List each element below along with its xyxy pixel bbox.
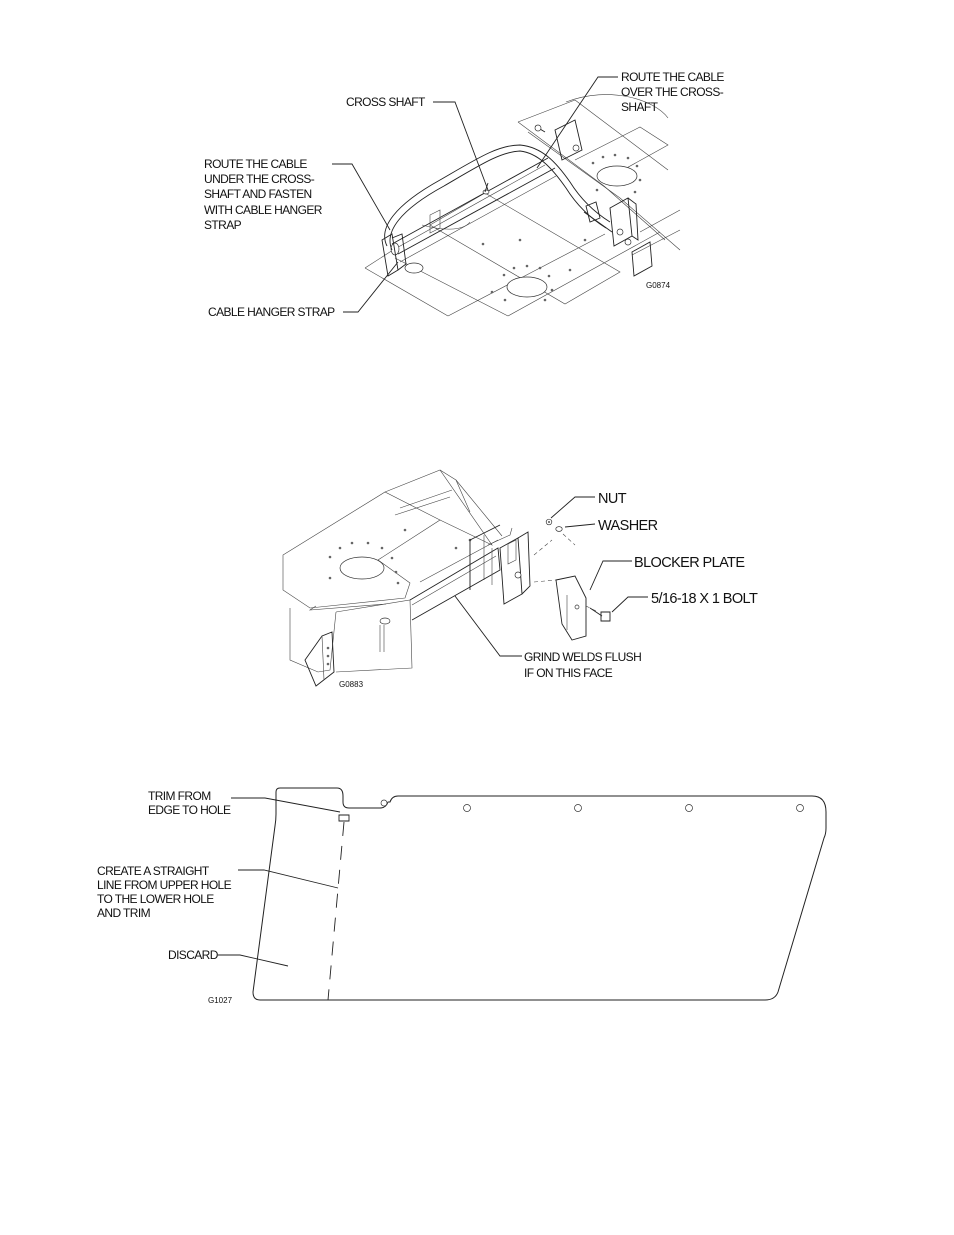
mower-frame-drawing — [365, 95, 680, 316]
figure-code-g1027: G1027 — [208, 996, 233, 1005]
leader-bolt — [612, 597, 648, 612]
leader-over-cross-shaft — [537, 77, 618, 168]
label-under-line-3: SHAFT AND FASTEN — [204, 187, 312, 201]
label-under-line-2: UNDER THE CROSS- — [204, 172, 315, 186]
leader-cable-hanger-strap — [343, 262, 398, 312]
figure-code-g0883: G0883 — [339, 680, 364, 689]
panel-hole — [797, 805, 804, 812]
label-over-line-3: SHAFT — [621, 100, 658, 114]
leader-nut — [551, 497, 595, 518]
leader-under-cross-shaft — [332, 164, 390, 230]
figure-code-g0874: G0874 — [646, 281, 671, 290]
label-under-line-4: WITH CABLE HANGER — [204, 203, 322, 217]
panel-hole — [575, 805, 582, 812]
label-create-line-1: CREATE A STRAIGHT — [97, 864, 209, 878]
panel-hole — [686, 805, 693, 812]
label-trim-line-2: EDGE TO HOLE — [148, 803, 231, 817]
label-bolt: 5/16-18 X 1 BOLT — [651, 591, 758, 607]
label-create-line-3: TO THE LOWER HOLE — [97, 892, 214, 906]
figure-cable-routing — [204, 70, 724, 319]
label-washer: WASHER — [598, 518, 658, 534]
label-cross-shaft: CROSS SHAFT — [346, 95, 425, 109]
label-blocker-plate: BLOCKER PLATE — [634, 555, 745, 571]
leader-grind-welds — [455, 596, 522, 656]
label-create-line-2: LINE FROM UPPER HOLE — [97, 878, 232, 892]
figure-blocker-plate — [283, 470, 758, 689]
panel-hole — [464, 805, 471, 812]
label-over-line-2: OVER THE CROSS- — [621, 85, 724, 99]
label-cable-hanger-strap: CABLE HANGER STRAP — [208, 305, 335, 319]
label-under-line-5: STRAP — [204, 218, 242, 232]
label-trim-line-1: TRIM FROM — [148, 789, 211, 803]
label-discard: DISCARD — [168, 948, 218, 962]
label-over-line-1: ROUTE THE CABLE — [621, 70, 724, 84]
label-grind-line-1: GRIND WELDS FLUSH — [524, 650, 642, 664]
label-nut: NUT — [598, 491, 627, 507]
label-create-line-4: AND TRIM — [97, 906, 150, 920]
leader-washer — [565, 524, 595, 527]
leader-blocker-plate — [590, 561, 632, 590]
label-grind-line-2: IF ON THIS FACE — [524, 666, 613, 680]
label-under-line-1: ROUTE THE CABLE — [204, 157, 307, 171]
panel-hole — [381, 800, 387, 806]
figure-trim-panel — [97, 788, 826, 1005]
